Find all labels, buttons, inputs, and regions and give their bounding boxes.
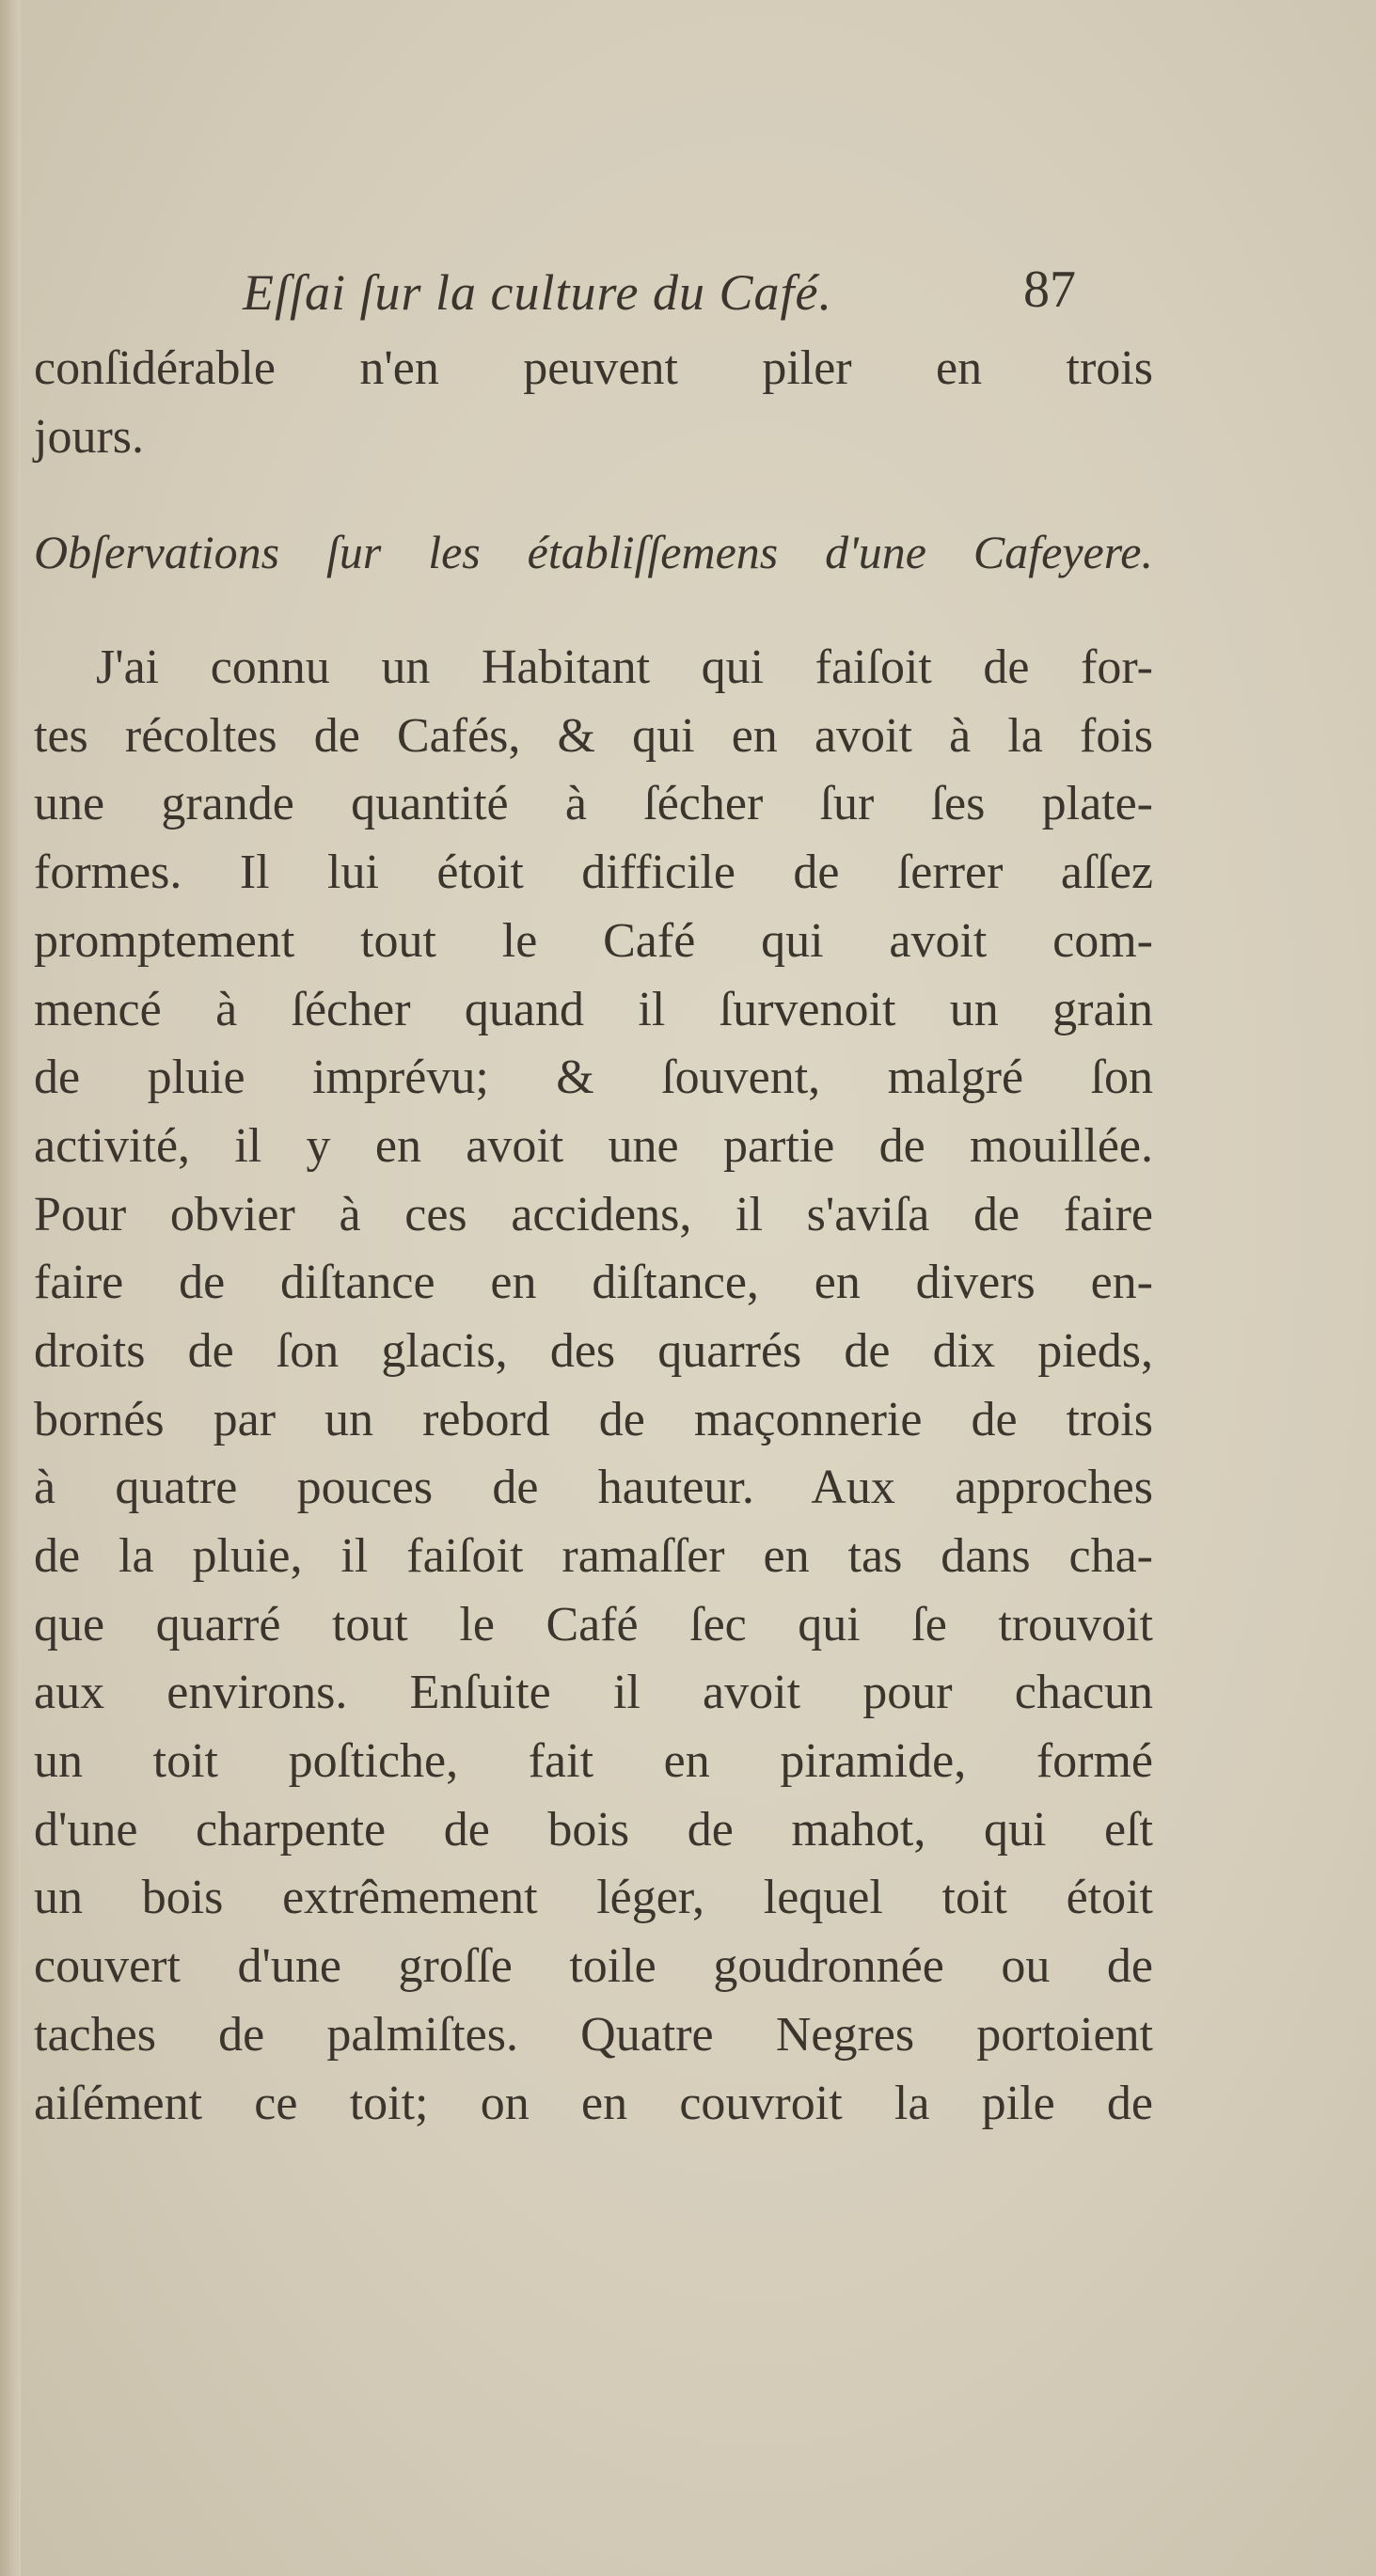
text-line: mencé à ſécher quand il ſurvenoit un grain: [34, 982, 1153, 1036]
page-gutter-edge: [0, 0, 21, 2576]
text-line: faire de diſtance en diſtance, en divers en-: [34, 1256, 1153, 1310]
text-line: que quarré tout le Café ſec qui ſe trouvoit: [34, 1597, 1153, 1651]
section-heading: Obſervations ſur les établiſſemens d'une Cafeyere.: [34, 526, 1153, 579]
text-line: de pluie imprévu; & ſouvent, malgré ſon: [34, 1051, 1153, 1105]
text-line: de la pluie, il faiſoit ramaſſer en tas dans cha-: [34, 1529, 1153, 1583]
text-line: Pour obvier à ces accidens, il s'aviſa de faire: [34, 1187, 1153, 1241]
text-line: formes. Il lui étoit difficile de ſerrer aſſez: [34, 845, 1153, 900]
text-line: une grande quantité à ſécher ſur ſes plate-: [34, 777, 1153, 831]
text-line: promptement tout le Café qui avoit com-: [34, 913, 1153, 968]
text-line: aiſément ce toit; on en couvroit la pile de: [34, 2076, 1153, 2130]
running-header: [0, 263, 1376, 331]
text-line: conſidérable n'en peuvent piler en trois: [34, 341, 1153, 395]
text-line: d'une charpente de bois de mahot, qui eſt: [34, 1802, 1153, 1857]
text-line: un toit poſtiche, fait en piramide, formé: [34, 1734, 1153, 1789]
text-line: aux environs. Enſuite il avoit pour chacun: [34, 1666, 1153, 1720]
text-line: à quatre pouces de hauteur. Aux approches: [34, 1461, 1153, 1515]
text-line: J'ai connu un Habitant qui faiſoit de for-: [96, 640, 1153, 695]
running-title: Eſſai ſur la culture du Café.: [243, 264, 832, 321]
page-number: 87: [1023, 261, 1076, 319]
text-line: activité, il y en avoit une partie de mouillée.: [34, 1118, 1153, 1173]
text-line: couvert d'une groſſe toile goudronnée ou de: [34, 1939, 1153, 1994]
text-line: droits de ſon glacis, des quarrés de dix pieds,: [34, 1323, 1153, 1378]
text-line: tes récoltes de Cafés, & qui en avoit à la fois: [34, 708, 1153, 763]
text-line: un bois extrêmement léger, lequel toit étoit: [34, 1871, 1153, 1925]
text-line: taches de palmiſtes. Quatre Negres portoient: [34, 2007, 1153, 2062]
text-line: bornés par un rebord de maçonnerie de trois: [34, 1392, 1153, 1446]
page-body: [34, 335, 1153, 2138]
text-line: jours.: [34, 409, 144, 464]
